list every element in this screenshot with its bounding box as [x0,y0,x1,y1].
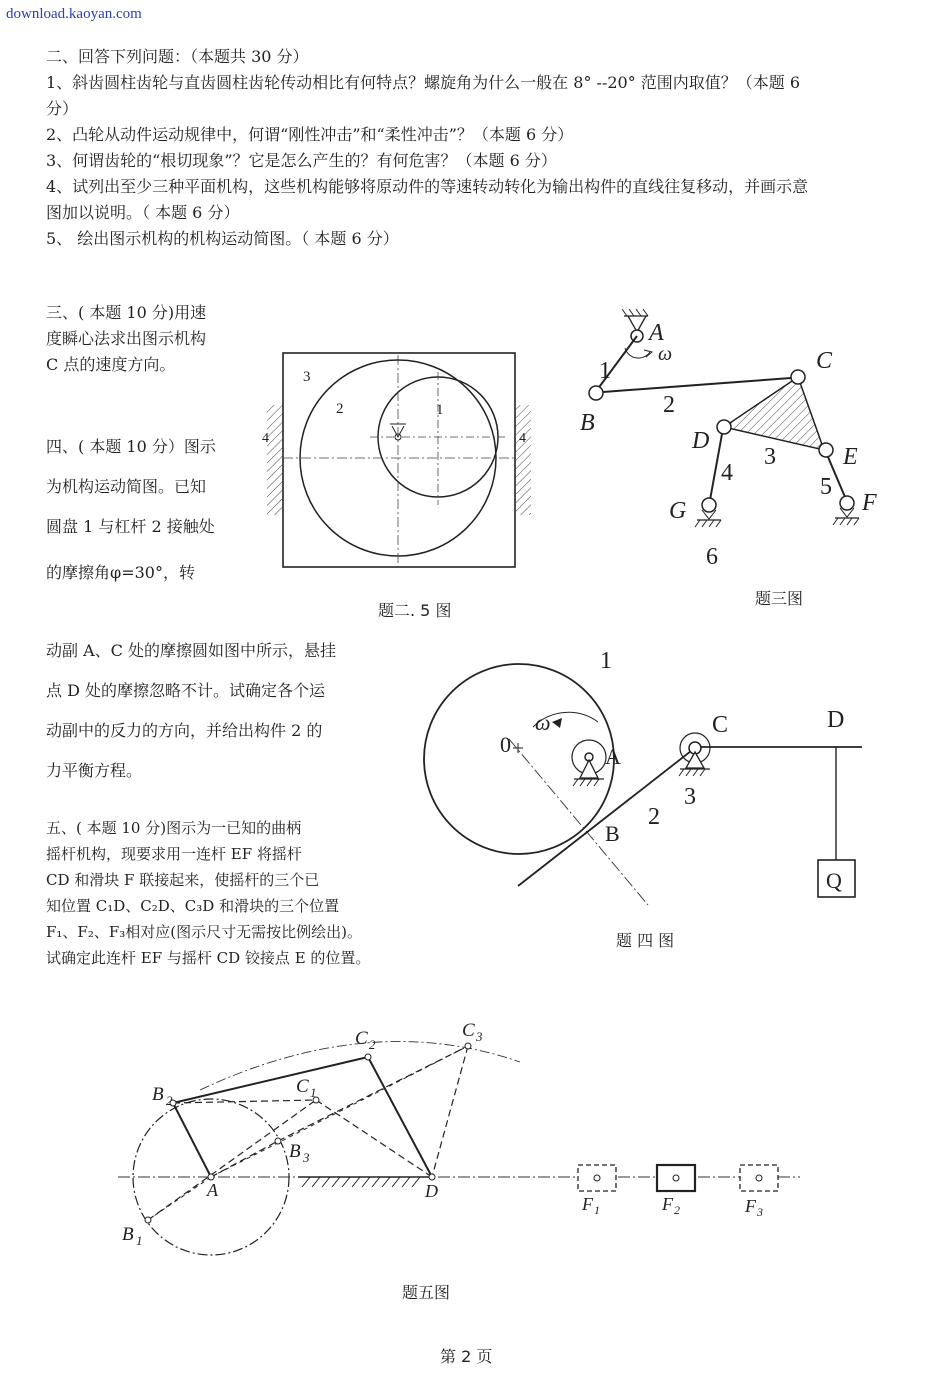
fig5-label-F2-sub: 2 [674,1203,680,1217]
fig5-label-A: A [207,1180,218,1200]
section4-line1: 四、( 本题 10 分）图示 [46,437,216,456]
caption-fig2-5: 题二. 5 图 [378,601,452,620]
fig5-label-F3-sub: 3 [757,1205,763,1219]
section4-line8: 力平衡方程。 [46,761,143,780]
fig3-label-G: G [669,498,687,524]
fig3-label-B: B [580,410,595,436]
fig4-label-3: 3 [684,784,696,810]
source-url[interactable]: download.kaoyan.com [6,6,142,22]
fig3-label-5: 5 [820,474,832,500]
section4-line2: 为机构运动简图。已知 [46,477,207,496]
question-2-2: 2、凸轮从动件运动规律中，何谓“刚性冲击”和“柔性冲击”？（本题 6 分） [46,125,574,144]
fig5-label-C2-sub: 2 [369,1037,376,1052]
fig3-label-D: D [692,428,710,454]
section5-line2: 摇杆机构，现要求用一连杆 EF 将摇杆 [46,845,302,863]
fig3-label-F: F [862,490,877,516]
question-2-4-cont: 图加以说明。（ 本题 6 分） [46,203,240,222]
fig3-label-6: 6 [706,544,718,570]
fig5-label-B2-sub: 2 [166,1093,173,1108]
section4-line6: 点 D 处的摩擦忽略不计。试确定各个运 [46,681,326,700]
fig5-label-F3: F [745,1196,756,1216]
fig5-label-B3: B [289,1141,301,1162]
section3-line2: 度瞬心法求出图示机构 [46,329,207,348]
fig5-label-C3-sub: 3 [476,1029,483,1044]
fig5-label-C3: C [462,1020,475,1041]
fig4-label-O: 0 [500,732,511,757]
caption-fig3: 题三图 [755,589,804,608]
fig3-omega: ω [658,343,673,365]
fig5-label-F1: F [582,1194,593,1214]
fig2-5-label-4-right: 4 [519,431,526,446]
question-2-4: 4、试列出至少三种平面机构，这些机构能够将原动件的等速转动转化为输出构件的直线往复移动，并画示意 [46,177,809,196]
question-2-1: 1、斜齿圆柱齿轮与直齿圆柱齿轮传动相比有何特点？螺旋角为什么一般在 8° --20° 范围内取值？（本题 6 [46,73,801,92]
section5-line6: 试确定此连杆 EF 与摇杆 CD 铰接点 E 的位置。 [46,949,371,967]
fig4-omega: ω [535,710,551,735]
fig5-label-D: D [425,1181,438,1201]
section5-line5: F₁、F₂、F₃相对应(图示尺寸无需按比例绘出)。 [46,923,362,941]
section4-line3: 圆盘 1 与杠杆 2 接触处 [46,517,215,536]
fig5-label-B3-sub: 3 [303,1150,310,1165]
fig5-label-B2: B [152,1084,164,1105]
section4-line4: 的摩擦角φ=30°，转 [46,563,195,582]
section3-line3: C 点的速度方向。 [46,355,176,374]
section3-line1: 三、( 本题 10 分)用速 [46,303,207,322]
fig4-label-Q: Q [826,868,842,893]
fig4-label-D: D [827,707,845,733]
fig5-label-B1-sub: 1 [136,1233,143,1248]
fig5-label-B1: B [122,1224,134,1245]
section4-line5: 动副 A、C 处的摩擦圆如图中所示，悬挂 [46,641,336,660]
section5-line1: 五、( 本题 10 分)图示为一已知的曲柄 [46,819,302,837]
fig2-5-label-3: 3 [303,369,311,385]
question-2-1-cont: 分） [46,99,79,118]
fig3-label-3: 3 [764,444,776,470]
section2-title: 二、回答下列问题：（本题共 30 分） [46,47,309,66]
fig5-label-C1-sub: 1 [310,1085,317,1100]
fig5-label-C1: C [296,1076,309,1097]
fig4-label-2: 2 [648,804,660,830]
question-2-3: 3、何谓齿轮的“根切现象”？它是怎么产生的？有何危害？（本题 6 分） [46,151,557,170]
page-number: 第 2 页 [440,1347,493,1366]
question-2-5: 5、 绘出图示机构的机构运动简图。（ 本题 6 分） [46,229,399,248]
caption-fig5: 题五图 [402,1283,451,1302]
fig3-label-4: 4 [721,460,733,486]
section5-line4: 知位置 C₁D、C₂D、C₃D 和滑块的三个位置 [46,897,340,915]
fig4-label-1: 1 [600,648,612,674]
fig4-label-C: C [712,712,729,738]
fig3-label-2: 2 [663,392,675,418]
fig3-label-A: A [649,320,664,346]
fig3-label-1: 1 [599,358,611,384]
section4-line7: 动副中的反力的方向，并给出构件 2 的 [46,721,323,740]
fig3-label-C: C [816,348,833,374]
fig3-label-E: E [843,444,858,470]
fig5-label-F2: F [662,1194,673,1214]
fig2-5-label-4-left: 4 [262,431,269,446]
fig4-label-A: A [605,744,621,769]
fig5-label-C2: C [355,1028,368,1049]
caption-fig4: 题 四 图 [616,931,675,950]
fig2-5-label-2: 2 [336,401,344,417]
fig2-5-label-1: 1 [436,402,444,418]
fig5-label-F1-sub: 1 [594,1203,600,1217]
section5-line3: CD 和滑块 F 联接起来，使摇杆的三个已 [46,871,320,889]
fig4-label-B: B [605,821,620,846]
